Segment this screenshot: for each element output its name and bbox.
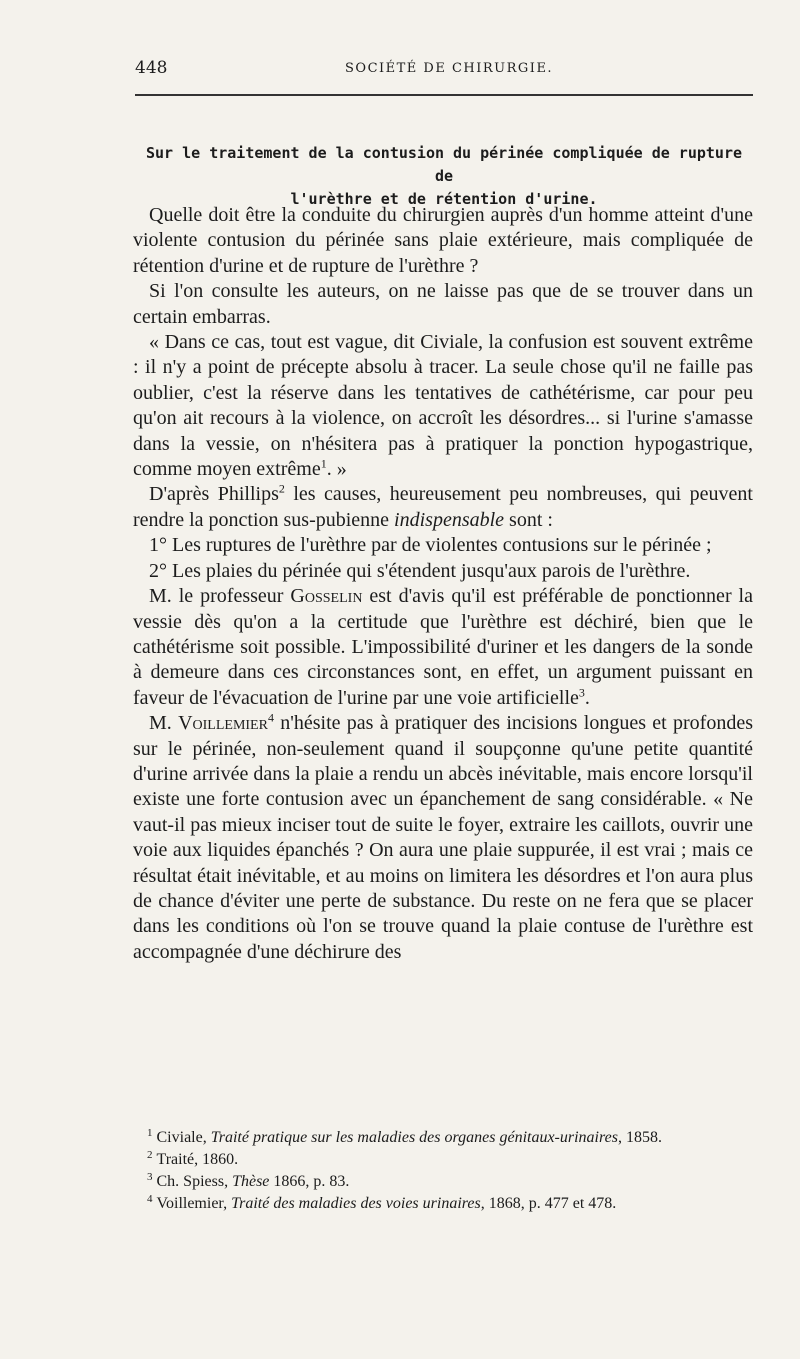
footnote-text: Civiale, xyxy=(156,1129,211,1146)
footnote-text: 1866, p. 83. xyxy=(269,1173,350,1190)
footnote xyxy=(133,1149,753,1171)
header-rule xyxy=(135,94,753,96)
paragraph-text: M. xyxy=(149,712,179,735)
article-title-line-2: l'urèthre et de rétention d'urine. xyxy=(290,190,598,208)
paragraph-text: Si l'on consulte les auteurs, on ne laisse pas que de se trouver dans un certain embarras. xyxy=(133,280,753,328)
article-title xyxy=(135,142,753,211)
page-number: 448 xyxy=(135,58,168,78)
paragraph-text: . xyxy=(584,686,590,709)
footnote-ref: 1 xyxy=(320,456,327,471)
footnote-text: Voillemier, xyxy=(156,1195,232,1212)
emphasis: indispensable xyxy=(394,508,505,531)
paragraph-text: sont : xyxy=(504,508,553,531)
author-name: Voillemier xyxy=(178,712,268,735)
paragraph xyxy=(133,279,753,330)
paragraph xyxy=(133,330,753,482)
footnote-title: Traité des maladies des voies urinaires xyxy=(231,1195,481,1212)
paragraph xyxy=(133,533,753,558)
article-title-line-1: Sur le traitement de la contusion du périnée compliquée de rupture de xyxy=(145,144,743,185)
running-title: SOCIÉTÉ DE CHIRURGIE. xyxy=(345,61,554,76)
footnote-ref: 2 xyxy=(278,481,285,496)
paragraph xyxy=(133,711,753,965)
footnote-ref: 3 xyxy=(578,685,585,700)
paragraph-text: Quelle doit être la conduite du chirurgien auprès d'un homme atteint d'une violente contusion du périnée sans plaie extérieure, mais compliquée de rétention d'urine et de rupture de l'urèthre ? xyxy=(133,204,753,277)
paragraph xyxy=(133,482,753,533)
paragraph-text: 1° Les ruptures de l'urèthre par de violentes contusions sur le périnée ; xyxy=(149,534,712,557)
footnote-text: Ch. Spiess, xyxy=(156,1173,233,1190)
footnote xyxy=(133,1171,753,1193)
paragraph xyxy=(133,559,753,584)
footnote-ref: 4 xyxy=(267,710,274,725)
footnote-title: Traité pratique sur les maladies des organes génitaux-urinaires xyxy=(210,1129,618,1146)
paragraph-text: D'après Phillips xyxy=(149,483,279,506)
paragraph-text: M. le professeur xyxy=(149,585,291,608)
footnote-number: 4 xyxy=(147,1192,153,1205)
footnote xyxy=(133,1127,753,1149)
footnote-number: 3 xyxy=(147,1170,153,1183)
paragraph xyxy=(133,584,753,711)
paragraph xyxy=(133,203,753,279)
footnote-number: 1 xyxy=(147,1126,153,1139)
footnote-text: Traité, 1860. xyxy=(156,1151,239,1168)
footnote-title: Thèse xyxy=(232,1173,270,1190)
footnotes xyxy=(133,1127,753,1215)
author-name: Gosselin xyxy=(290,585,363,608)
footnote xyxy=(133,1193,753,1215)
footnote-text: , 1858. xyxy=(617,1129,662,1146)
body-text xyxy=(133,203,753,965)
paragraph-text: 2° Les plaies du périnée qui s'étendent jusqu'aux parois de l'urèthre. xyxy=(149,559,691,582)
footnote-text: , 1868, p. 477 et 478. xyxy=(480,1195,617,1212)
footnote-number: 2 xyxy=(147,1148,153,1161)
paragraph-text: les causes, heureusement peu nombreuses, qui peuvent rendre la ponction sus-pubienne xyxy=(133,483,753,531)
paragraph-text: n'hésite pas à pratiquer des incisions longues et profondes sur le périnée, non-seulement quand il soupçonne qu'une petite quantité d'urine arrivée dans la plaie a rendu un abcès inévitable, mais encore lorsqu'il existe une forte contusion avec un épanchement de sang considérable. « Ne vaut-il pas mieux inciser tout de suite le foyer, extraire les caillots, ouvrir une voie aux liquides épanchés ? On aura une plaie suppurée, il est vrai ; mais ce résultat était inévitable, et au moins on limitera les désordres et l'on aura plus de chance d'éviter une perte de substance. Du reste on ne fera que se placer dans les conditions où l'on se trouve quand la plaie contuse de l'urèthre est accompagnée d'une déchirure des xyxy=(133,712,753,963)
paragraph-text: . » xyxy=(326,458,347,481)
paragraph-text: est d'avis qu'il est préférable de ponctionner la vessie dès qu'on a la certitude que l'urèthre est déchiré, bien que le cathétérisme soit possible. L'impossibilité d'uriner et les dangers de la sonde à demeure dans ces circonstances sont, en effet, un argument puissant en faveur de l'évacuation de l'urine par une voie artificielle xyxy=(133,585,753,709)
page-header xyxy=(135,58,753,88)
paragraph-text: « Dans ce cas, tout est vague, dit Civiale, la confusion est souvent extrême : il n'y a point de précepte absolu à tracer. La seule chose qu'il ne faille pas oublier, c'est la réserve dans les tentatives de cathétérisme, car pour peu qu'on ait recours à la violence, on accroît les désordres... si l'urine s'amasse dans la vessie, on n'hésitera pas à pratiquer la ponction hypogastrique, comme moyen extrême xyxy=(133,331,753,481)
